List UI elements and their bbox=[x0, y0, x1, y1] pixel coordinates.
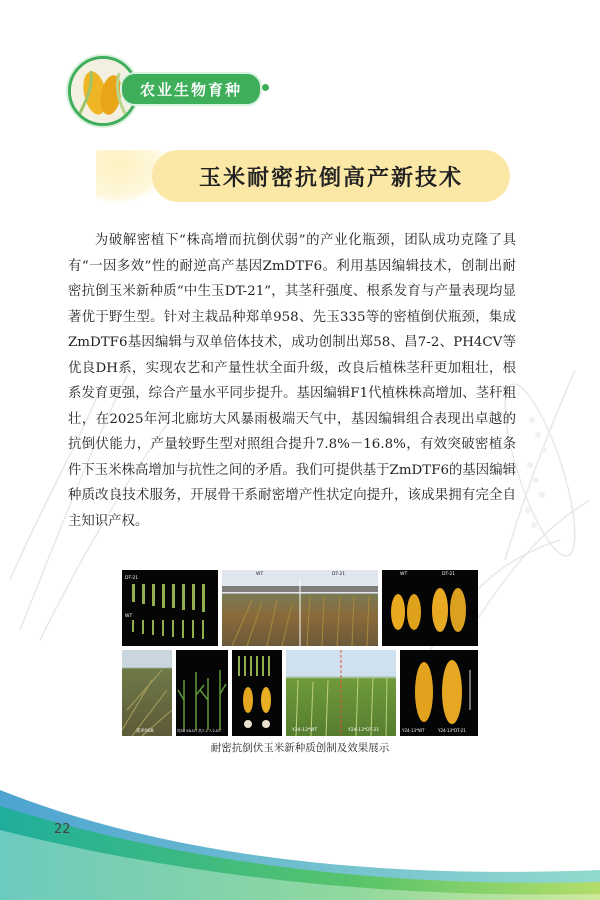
photo-stem-sections bbox=[122, 570, 218, 646]
photo-dh-lines bbox=[176, 650, 228, 736]
label-dt21: DT-21 bbox=[125, 576, 139, 581]
label-ears-wt: Y24-13*WT bbox=[402, 728, 425, 733]
page-number: 22 bbox=[54, 822, 71, 837]
label-dh-lines: 郑58 58-DT 昌7-2 7-2-DT bbox=[177, 729, 222, 733]
label-wt-field: WT bbox=[256, 572, 264, 577]
footer-wave bbox=[0, 770, 600, 900]
photo-collage bbox=[122, 570, 478, 736]
title-banner bbox=[152, 150, 510, 202]
label-dt21-ears: DT-21 bbox=[442, 572, 456, 577]
photo-corn-ears-bottom bbox=[400, 650, 478, 736]
label-y2413-dt21: Y24-13*DT-21 bbox=[348, 728, 380, 733]
photo-corn-ears-top bbox=[382, 570, 478, 646]
figure-caption: 耐密抗倒伏玉米新种质创制及效果展示 bbox=[210, 742, 390, 754]
label-y2413-wt: Y24-13*WT bbox=[292, 728, 318, 733]
section-label-badge bbox=[120, 72, 262, 106]
label-dt21-field: DT-21 bbox=[332, 572, 346, 577]
label-wt: WT bbox=[125, 614, 133, 619]
page-title: 玉米耐密抗倒高产新技术 bbox=[198, 164, 463, 191]
photo-stems-and-ears bbox=[232, 650, 282, 736]
photo-lodged-plants bbox=[122, 650, 172, 736]
photo-field-comparison bbox=[286, 650, 396, 736]
label-zhengdan958: 郑单958 bbox=[136, 729, 154, 734]
badge-dot bbox=[262, 84, 269, 91]
label-ears-dt21: Y24-13*DT-21 bbox=[438, 728, 466, 733]
body-paragraph: 为破解密植下“株高增而抗倒伏弱”的产业化瓶颈，团队成功克隆了具有“一因多效”性的耐逆高产基因ZmDTF6。利用基因编辑技术，创制出耐密抗倒玉米新种质“中生玉DT-21”，其茎秆强度、根系发育与产量表现均显著优于野生型。针对主栽品种郑单958、先玉335等的密植倒伏瓶颈，集成ZmDTF6基因编辑与双单倍体技术，成功创制出郑58、昌7-2、PH4CV等优良DH系，实现农艺和产量性状全面升级，改良后植株茎秆更加粗壮，根系发育更强，综合产量水平同步提升。基因编辑F1代植株株高增加、茎秆粗壮，在2025年河北廊坊大风暴雨极端天气中，基因编辑组合表现出卓越的抗倒伏能力，产量较野生型对照组合提升7.8%－16.8%，有效突破密植条件下玉米株高增加与抗性之间的矛盾。我们可提供基于ZmDTF6的基因编辑种质改良技术服务，开展骨干系耐密增产性状定向提升，该成果拥有完全自主知识产权。 bbox=[68, 233, 516, 529]
photo-field-lodging bbox=[222, 570, 378, 646]
section-label: 农业生物育种 bbox=[139, 80, 242, 99]
label-wt-ears: WT bbox=[400, 572, 408, 577]
